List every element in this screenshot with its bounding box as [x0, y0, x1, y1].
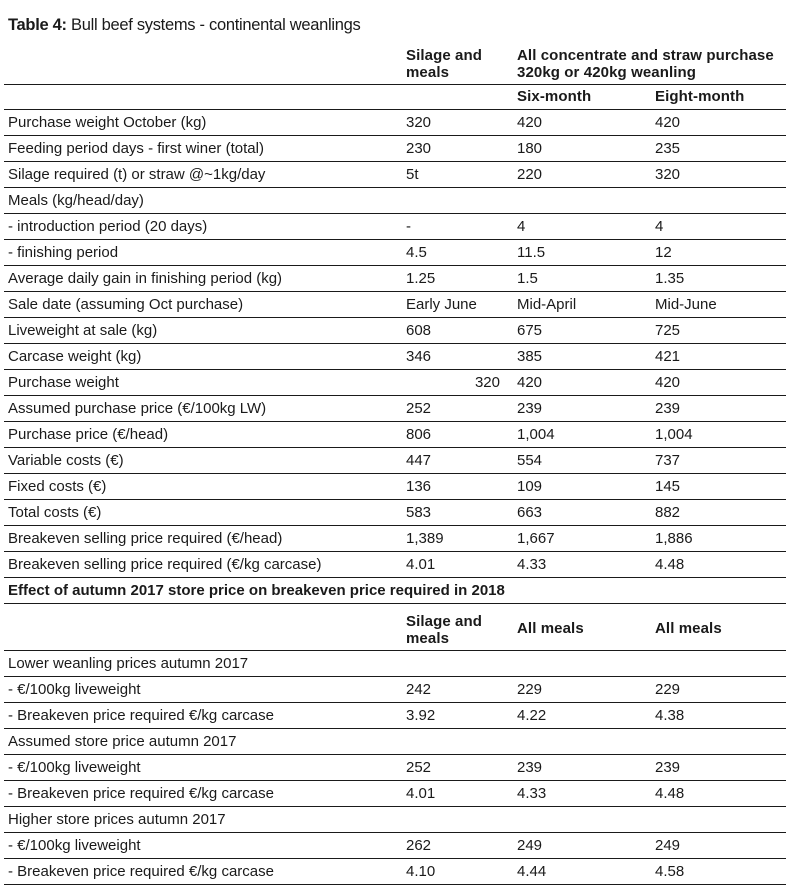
table-row — [4, 859, 786, 885]
cell-col3: 239 — [655, 400, 681, 418]
cell-col2: 4.44 — [517, 863, 547, 881]
table-row — [4, 833, 786, 859]
cell-col2: 675 — [517, 322, 543, 340]
cell-col3: 4.58 — [655, 863, 685, 881]
cell-col3: 229 — [655, 681, 681, 699]
cell-silage-meals: 5t — [406, 166, 419, 184]
cell-col2: 239 — [517, 400, 543, 418]
row-label: Assumed purchase price (€/100kg LW) — [8, 400, 267, 418]
cell-silage-meals: 806 — [406, 426, 432, 444]
cell-col2: 554 — [517, 452, 543, 470]
cell-silage-meals: 583 — [406, 504, 432, 522]
table-row — [4, 422, 786, 448]
row-label: Purchase price (€/head) — [8, 426, 169, 444]
cell-col2: 420 — [517, 374, 543, 392]
cell-silage-meals: 230 — [406, 140, 432, 158]
cell-col2: 109 — [517, 478, 543, 496]
row-label: Purchase weight October (kg) — [8, 114, 207, 132]
cell-col2: 229 — [517, 681, 543, 699]
cell-col3: 145 — [655, 478, 681, 496]
row-label: Average daily gain in finishing period (kg) — [8, 270, 283, 288]
table-row — [4, 162, 786, 188]
cell-silage-meals: 4.5 — [406, 244, 427, 262]
table-row — [4, 344, 786, 370]
table-row — [4, 500, 786, 526]
cell-silage-meals: 136 — [406, 478, 432, 496]
cell-col3: 882 — [655, 504, 681, 522]
cell-silage-meals: 447 — [406, 452, 432, 470]
cell-silage-meals: 320 — [406, 114, 432, 132]
cell-silage-meals: 608 — [406, 322, 432, 340]
row-label: - Breakeven price required €/kg carcase — [8, 785, 274, 803]
cell-col3: 12 — [655, 244, 672, 262]
cell-col2: 239 — [517, 759, 543, 777]
table-row — [4, 703, 786, 729]
cell-col3: 1,004 — [655, 426, 693, 444]
row-label: Lower weanling prices autumn 2017 — [8, 655, 249, 673]
row-label: - €/100kg liveweight — [8, 681, 141, 699]
cell-col3: 4.38 — [655, 707, 685, 725]
table-row — [4, 370, 786, 396]
cell-col3: 420 — [655, 114, 681, 132]
cell-col3: 725 — [655, 322, 681, 340]
cell-col3: 4.48 — [655, 785, 685, 803]
row-label: Liveweight at sale (kg) — [8, 322, 158, 340]
table-row — [4, 188, 786, 214]
cell-silage-meals: 242 — [406, 681, 432, 699]
table-row — [4, 136, 786, 162]
table-title-text: Bull beef systems - continental weanlings — [71, 16, 361, 34]
table-row — [4, 651, 786, 677]
row-label: Carcase weight (kg) — [8, 348, 142, 366]
cell-silage-meals: 4.01 — [406, 785, 436, 803]
row-label: Assumed store price autumn 2017 — [8, 733, 237, 751]
row-label: - Breakeven price required €/kg carcase — [8, 707, 274, 725]
row-label: - introduction period (20 days) — [8, 218, 208, 236]
row-label: Fixed costs (€) — [8, 478, 107, 496]
section2-header-all-meals-1: All meals — [517, 620, 584, 638]
row-label: Feeding period days - first winer (total) — [8, 140, 264, 158]
row-label: Purchase weight — [8, 374, 119, 392]
header-row — [4, 42, 786, 85]
cell-silage-meals: 346 — [406, 348, 432, 366]
cell-col3: 235 — [655, 140, 681, 158]
cell-col3: 4 — [655, 218, 664, 236]
cell-col2: 220 — [517, 166, 543, 184]
cell-col3: 320 — [655, 166, 681, 184]
cell-col3: 421 — [655, 348, 681, 366]
cell-silage-meals: 4.10 — [406, 863, 436, 881]
cell-col2: 180 — [517, 140, 543, 158]
row-label: Higher store prices autumn 2017 — [8, 811, 226, 829]
row-label: Variable costs (€) — [8, 452, 124, 470]
cell-col2: 249 — [517, 837, 543, 855]
cell-col2: 11.5 — [517, 244, 546, 262]
cell-silage-meals: 262 — [406, 837, 432, 855]
table-row — [4, 396, 786, 422]
cell-col3: 249 — [655, 837, 681, 855]
table-row — [4, 318, 786, 344]
section2-header-row — [4, 604, 786, 651]
cell-col2: 4.33 — [517, 556, 547, 574]
header-six-month: Six-month — [517, 88, 592, 106]
cell-silage-meals: 252 — [406, 400, 432, 418]
table-row — [4, 552, 786, 578]
row-label: - finishing period — [8, 244, 119, 262]
cell-col2: 4.22 — [517, 707, 547, 725]
row-label: Meals (kg/head/day) — [8, 192, 144, 210]
section2-header-silage-meals: Silage and meals — [406, 612, 483, 647]
table-row — [4, 474, 786, 500]
table-row — [4, 729, 786, 755]
section2-title-row — [4, 578, 786, 604]
bull-beef-table — [4, 42, 786, 885]
table-row — [4, 755, 786, 781]
row-label: - €/100kg liveweight — [8, 837, 141, 855]
cell-col2: 663 — [517, 504, 543, 522]
cell-col3: 420 — [655, 374, 681, 392]
table-row — [4, 240, 786, 266]
table-title-prefix: Table 4: — [8, 16, 67, 34]
table-row — [4, 526, 786, 552]
cell-col2: 1.5 — [517, 270, 538, 288]
table-row — [4, 677, 786, 703]
header-all-concentrate: All concentrate and straw purchase 320kg or 420kg weanling — [517, 46, 774, 81]
header-silage-meals: Silage and meals — [406, 46, 483, 81]
section2-title: Effect of autumn 2017 store price on breakeven price required in 2018 — [8, 582, 505, 600]
row-label: Silage required (t) or straw @~1kg/day — [8, 166, 266, 184]
row-label: Sale date (assuming Oct purchase) — [8, 296, 244, 314]
cell-silage-meals: 3.92 — [406, 707, 436, 725]
table-row — [4, 781, 786, 807]
row-label: - Breakeven price required €/kg carcase — [8, 863, 274, 881]
cell-col2: 1,667 — [517, 530, 555, 548]
cell-col3: 1.35 — [655, 270, 685, 288]
cell-col2: 4 — [517, 218, 526, 236]
cell-silage-meals: Early June — [406, 296, 477, 314]
cell-col2: 1,004 — [517, 426, 555, 444]
table-row — [4, 807, 786, 833]
table-title — [8, 16, 360, 35]
cell-silage-meals: 320 — [474, 374, 500, 392]
cell-col2: 4.33 — [517, 785, 547, 803]
table-row — [4, 214, 786, 240]
table-row — [4, 292, 786, 318]
header-eight-month: Eight-month — [655, 88, 745, 106]
table-row — [4, 448, 786, 474]
cell-col2: Mid-April — [517, 296, 577, 314]
subheader-row — [4, 85, 786, 110]
section2-header-all-meals-2: All meals — [655, 620, 722, 638]
cell-silage-meals: 1,389 — [406, 530, 444, 548]
table-row — [4, 266, 786, 292]
row-label: Breakeven selling price required (€/kg carcase) — [8, 556, 322, 574]
cell-col2: 420 — [517, 114, 543, 132]
cell-col2: 385 — [517, 348, 543, 366]
cell-silage-meals: - — [406, 218, 411, 236]
cell-col3: 737 — [655, 452, 681, 470]
cell-silage-meals: 1.25 — [406, 270, 436, 288]
row-label: - €/100kg liveweight — [8, 759, 141, 777]
cell-silage-meals: 252 — [406, 759, 432, 777]
row-label: Total costs (€) — [8, 504, 102, 522]
table-row — [4, 110, 786, 136]
row-label: Breakeven selling price required (€/head) — [8, 530, 283, 548]
cell-col3: 4.48 — [655, 556, 685, 574]
cell-col3: 239 — [655, 759, 681, 777]
cell-col3: 1,886 — [655, 530, 693, 548]
cell-silage-meals: 4.01 — [406, 556, 436, 574]
cell-col3: Mid-June — [655, 296, 717, 314]
